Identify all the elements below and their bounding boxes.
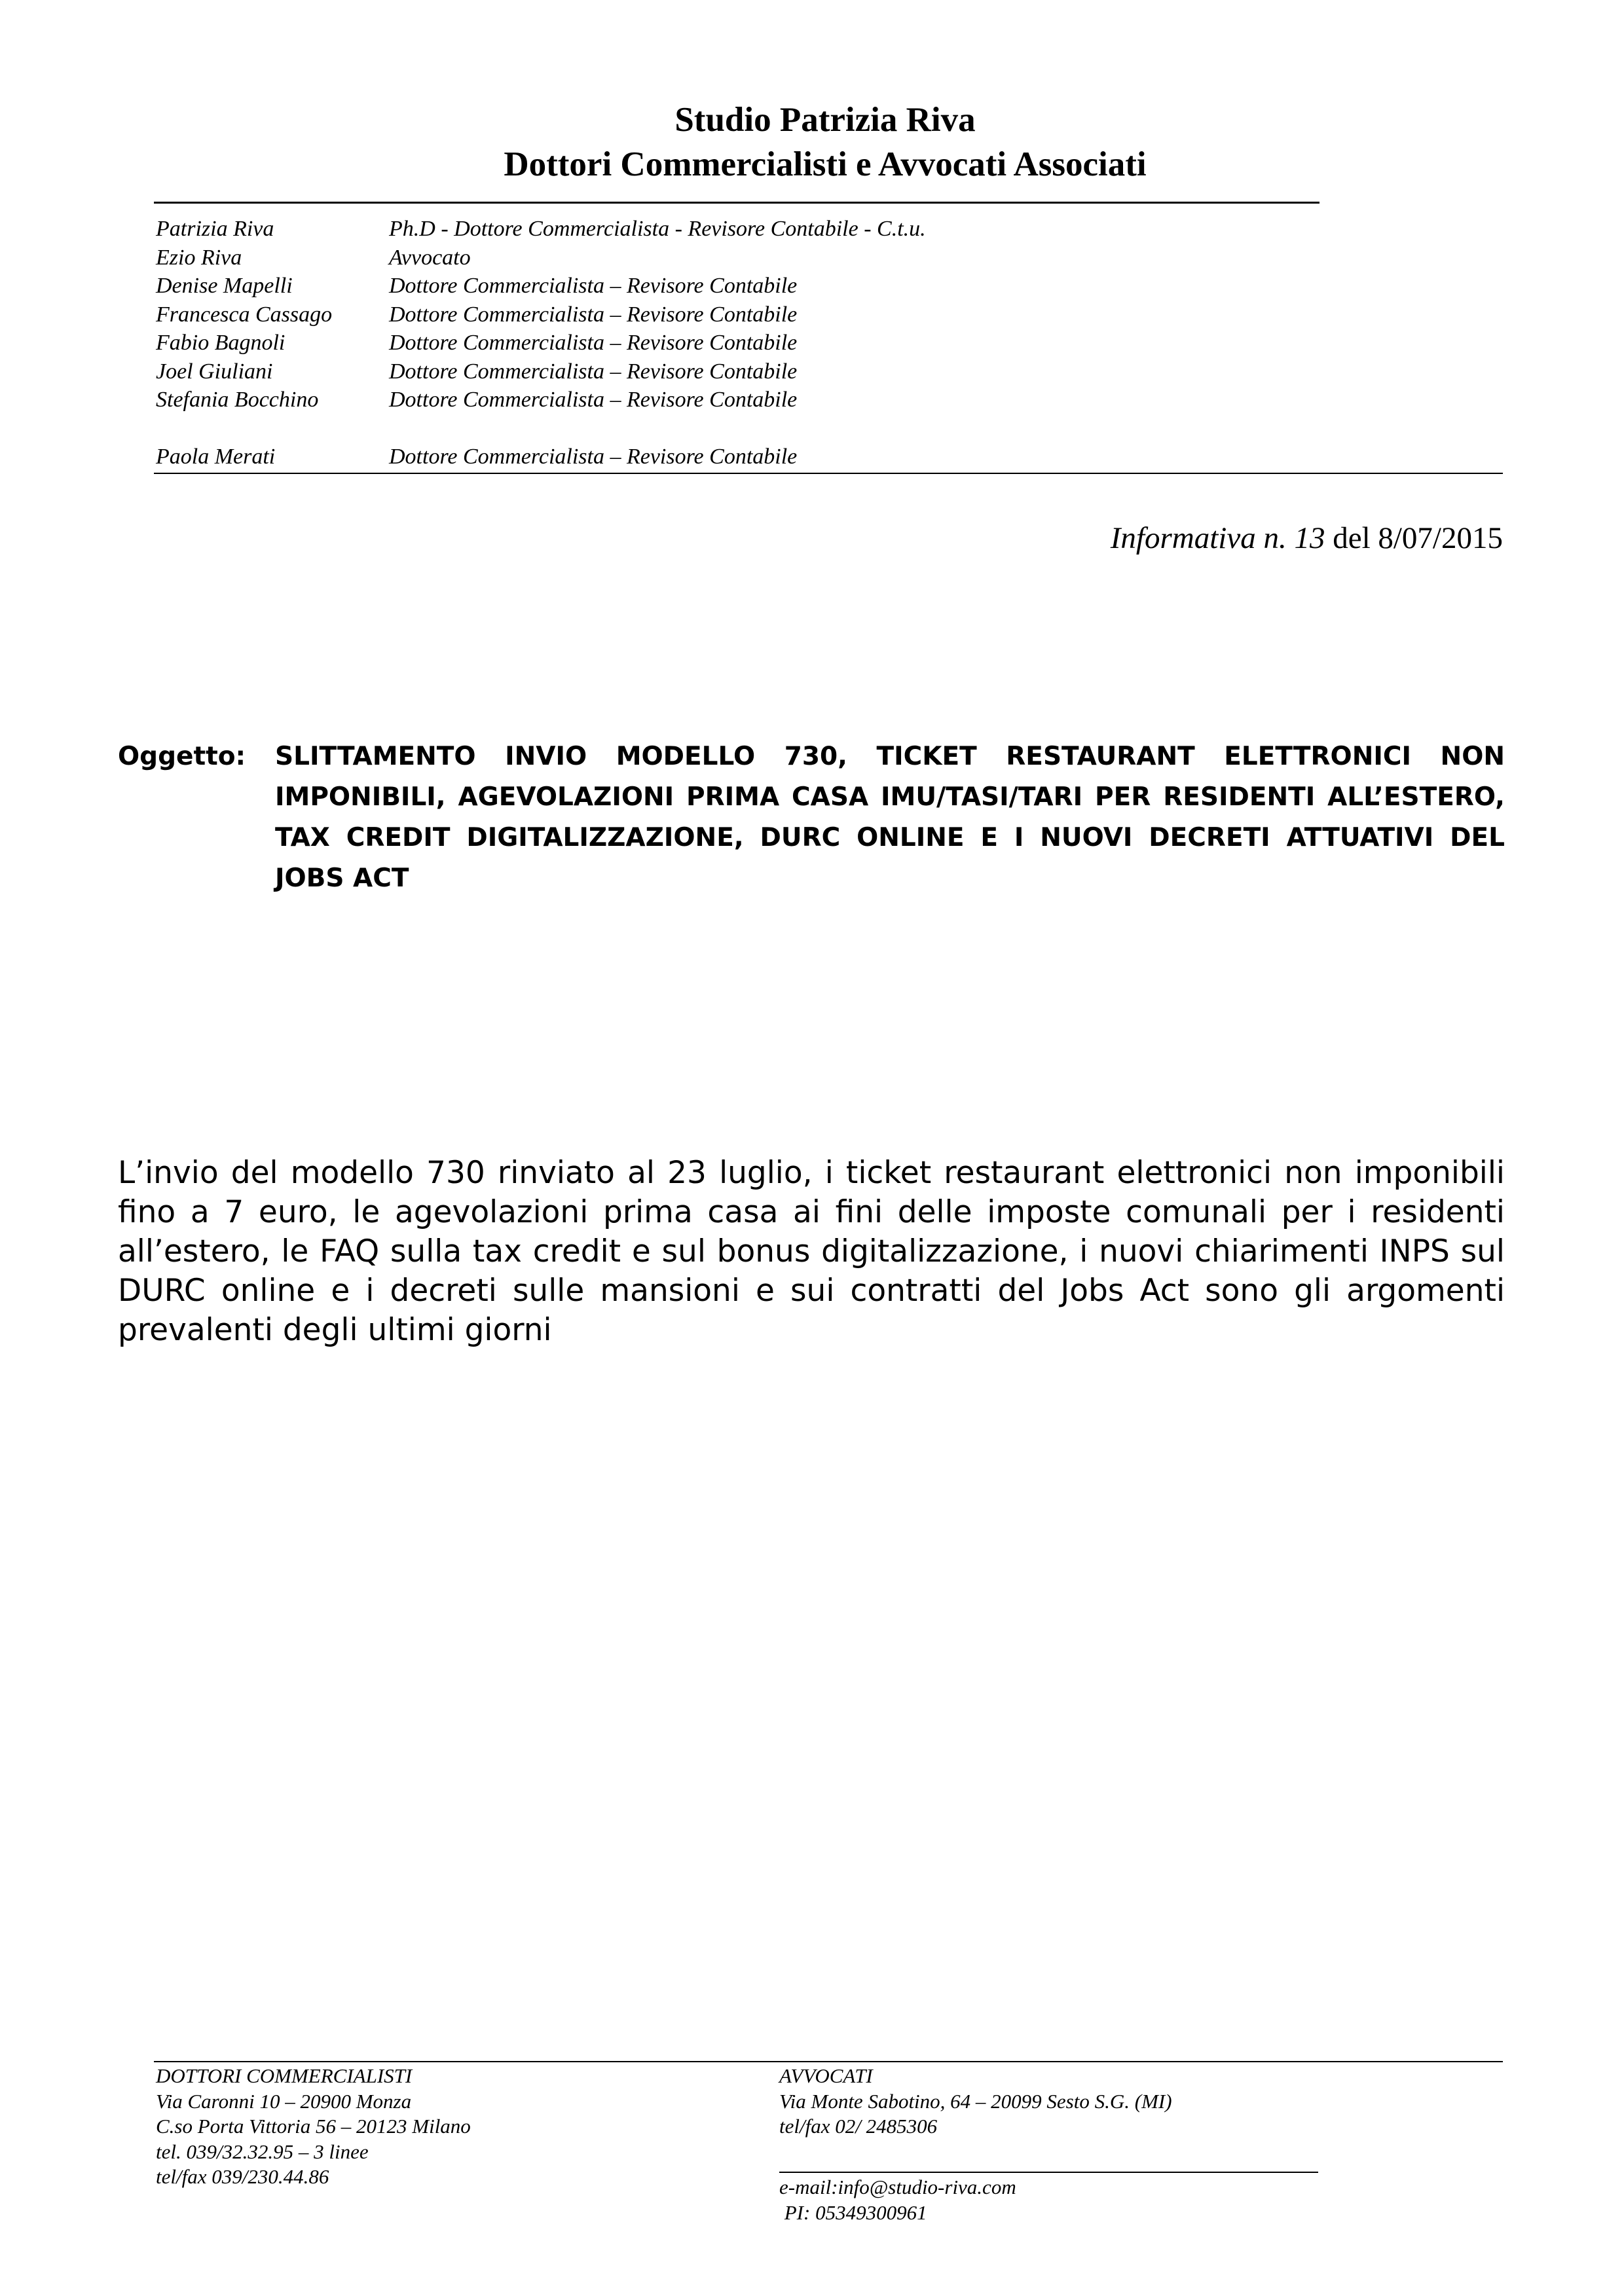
- body-paragraph: L’invio del modello 730 rinviato al 23 luglio, i ticket restaurant elettronici non imponibili fino a 7 euro, le agevolazioni prima casa ai fini delle imposte comunali per i residenti all’estero, le FAQ sulla tax credit e sul bonus digitalizzazione, i nuovi chiarimenti INPS sul DURC online e i decreti sulle mansioni e sui contratti del Jobs Act sono gli argomenti prevalenti degli ultimi giorni: [118, 1155, 1505, 1348]
- subject-label: Oggetto:: [118, 742, 246, 771]
- staff-list: [156, 215, 926, 471]
- footer-left-line: tel. 039/32.32.95 – 3 linee: [156, 2140, 369, 2163]
- staff-role: Dottore Commercialista – Revisore Contabile: [389, 331, 798, 355]
- staff-name: Paola Merati: [156, 444, 276, 469]
- staff-name: Fabio Bagnoli: [156, 331, 286, 355]
- footer-right-line: Via Monte Sabotino, 64 – 20099 Sesto S.G. (MI): [779, 2089, 1172, 2113]
- staff-name: Stefania Bocchino: [156, 388, 319, 412]
- staff-role: Dottore Commercialista – Revisore Contabile: [389, 302, 798, 327]
- header-divider: [154, 202, 1320, 204]
- informativa-line: [1111, 519, 1503, 558]
- footer-divider: [154, 2061, 1503, 2062]
- footer-left: [156, 2064, 471, 2190]
- staff-row: [156, 301, 926, 329]
- footer-right-title: AVVOCATI: [779, 2064, 873, 2087]
- subject-text: SLITTAMENTO INVIO MODELLO 730, TICKET RESTAURANT ELETTRONICI NON IMPONIBILI, AGEVOLAZIONI PRIMA CASA IMU/TASI/TARI PER RESIDENTI ALL’ESTERO, TAX CREDIT DIGITALIZZAZIONE, DURC ONLINE E I NUOVI DECRETI ATTUATIVI DEL JOBS ACT: [275, 742, 1505, 893]
- staff-name: Denise Mapelli: [156, 274, 293, 298]
- staff-name: Francesca Cassago: [156, 302, 333, 327]
- firm-name: Studio Patrizia Riva: [674, 101, 976, 139]
- footer-left-line: Via Caronni 10 – 20900 Monza: [156, 2089, 412, 2113]
- footer-right-contact: [779, 2175, 1016, 2225]
- staff-row: [156, 443, 926, 471]
- staff-name: Joel Giuliani: [156, 359, 273, 384]
- firm-subtitle: Dottori Commercialisti e Avvocati Associati: [504, 145, 1147, 183]
- footer-left-line: C.so Porta Vittoria 56 – 20123 Milano: [156, 2115, 471, 2138]
- staff-role: Ph.D - Dottore Commercialista - Revisore Contabile - C.t.u.: [389, 217, 926, 241]
- footer-left-line: tel/fax 039/230.44.86: [156, 2165, 329, 2188]
- staff-row: [156, 329, 926, 357]
- footer-left-title: DOTTORI COMMERCIALISTI: [156, 2064, 413, 2087]
- staff-row: [156, 357, 926, 386]
- footer-pi: PI: 05349300961: [779, 2200, 927, 2224]
- staff-role: Dottore Commercialista – Revisore Contabile: [389, 359, 798, 384]
- informativa-date: del 8/07/2015: [1325, 521, 1503, 555]
- staff-role: Dottore Commercialista – Revisore Contabile: [389, 388, 798, 412]
- footer-right: [779, 2064, 1172, 2140]
- staff-role: Dottore Commercialista – Revisore Contabile: [389, 444, 798, 469]
- subject-block: [118, 737, 1505, 899]
- staff-role: Avvocato: [389, 245, 471, 270]
- staff-role: Dottore Commercialista – Revisore Contabile: [389, 274, 798, 298]
- staff-row: [156, 386, 926, 414]
- informativa-number: Informativa n. 13: [1110, 521, 1325, 555]
- staff-divider: [154, 473, 1503, 474]
- footer-email: e-mail:info@studio-riva.com: [779, 2176, 1016, 2198]
- staff-row: [156, 215, 926, 244]
- staff-row: [156, 244, 926, 272]
- staff-row: [156, 272, 926, 301]
- footer-right-divider: [779, 2172, 1318, 2173]
- footer-right-line: tel/fax 02/ 2485306: [779, 2115, 938, 2138]
- staff-name: Ezio Riva: [156, 245, 242, 270]
- staff-name: Patrizia Riva: [156, 217, 274, 241]
